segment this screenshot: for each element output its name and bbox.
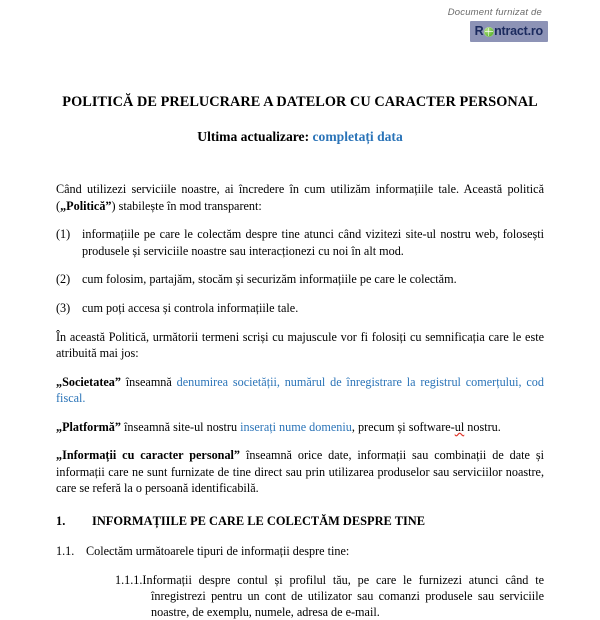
intro-text-a: Când utilizezi serviciile noastre, ai încredere în cum utilizăm informațiile tale. Această politică ( — [56, 182, 544, 213]
subsection-text: Colectăm următoarele tipuri de informații despre tine: — [86, 543, 350, 558]
definition-platforma — [56, 419, 544, 435]
definition-tail: . — [82, 390, 86, 405]
document-body — [56, 145, 544, 620]
section-title: INFORMAȚIILE PE CARE LE COLECTĂM DESPRE TINE — [92, 514, 425, 529]
logo-prefix: R — [474, 23, 484, 38]
page-title: POLITICĂ DE PRELUCRARE A DATELOR CU CARACTER PERSONAL — [62, 94, 538, 110]
intro-text-b: ) stabilește în mod transparent: — [111, 198, 262, 213]
definition-term: „Societatea” — [56, 374, 121, 389]
list-item — [56, 300, 544, 316]
definition-informatii-personale — [56, 447, 544, 496]
definition-placeholder[interactable]: denumirea societății, numărul de înregistrare la registrul comerțului, cod fiscal — [56, 374, 544, 405]
definition-connector: înseamnă — [120, 374, 177, 389]
document-header — [448, 8, 548, 42]
list-item — [56, 271, 544, 287]
definition-tail-b: nostru. — [464, 419, 501, 434]
subitem-text: Informații despre contul și profilul tău, pe care le furnizezi atunci când te înregistrezi pentru un cont de utilizator sau comanzi produsele sau serviciile noastre, de exemplu, numele, adresa de e-mail. — [142, 572, 544, 620]
item-marker: (1) — [56, 227, 71, 242]
definition-term: „Platformă” — [56, 419, 121, 434]
subitem-1-1-1 — [56, 572, 544, 620]
definitions-intro: În această Politică, următorii termeni scriși cu majuscule vor fi folosiți cu semnificația care le este atribuită mai jos: — [56, 329, 544, 360]
globe-icon — [484, 27, 494, 37]
spellcheck-underlined-word: ul — [454, 419, 465, 434]
last-updated-label: Ultima actualizare: — [197, 129, 313, 145]
item-text: cum folosim, partajăm, stocăm și securizăm informațiile pe care le colectăm. — [82, 272, 457, 287]
rontract-logo[interactable] — [470, 21, 548, 42]
item-marker: (2) — [56, 272, 71, 287]
logo-suffix: ntract.ro — [494, 23, 543, 38]
subsection-number: 1.1. — [56, 543, 75, 558]
item-text: cum poți accesa și controla informațiile tale. — [82, 301, 299, 316]
subitem-number: 1.1.1. — [115, 572, 143, 587]
definition-connector: înseamnă site-ul nostru — [120, 419, 241, 434]
definition-connector: înseamnă orice date, informații sau combinații de date și informații care ne sunt furnizate de tine direct sau prin utilizarea produselor sau serviciilor noastre, care se referă la o persoană identificabilă. — [56, 448, 544, 495]
last-updated-placeholder[interactable]: completați data — [312, 129, 403, 145]
document-subtitle — [56, 111, 544, 145]
provided-by-label: Document furnizat de — [447, 7, 542, 18]
definition-placeholder[interactable]: inserați nume domeniu — [240, 419, 352, 434]
definition-societatea — [56, 374, 544, 406]
item-marker: (3) — [56, 301, 71, 316]
definition-tail-a: , precum și software- — [351, 419, 455, 434]
subsection-1-1 — [56, 543, 544, 559]
section-heading-1 — [56, 513, 544, 530]
intro-term-politica: „Politică” — [60, 198, 112, 213]
definition-term: „Informații cu caracter personal” — [56, 448, 241, 463]
intro-paragraph — [56, 181, 544, 213]
item-text: informațiile pe care le colectăm despre tine atunci când vizitezi site-ul nostru web, folosești produsele și serviciile noastre sau interacționezi cu noi în alt mod. — [82, 227, 544, 258]
list-item — [56, 226, 544, 258]
section-number: 1. — [56, 514, 66, 529]
rontract-logo-text — [475, 25, 543, 38]
